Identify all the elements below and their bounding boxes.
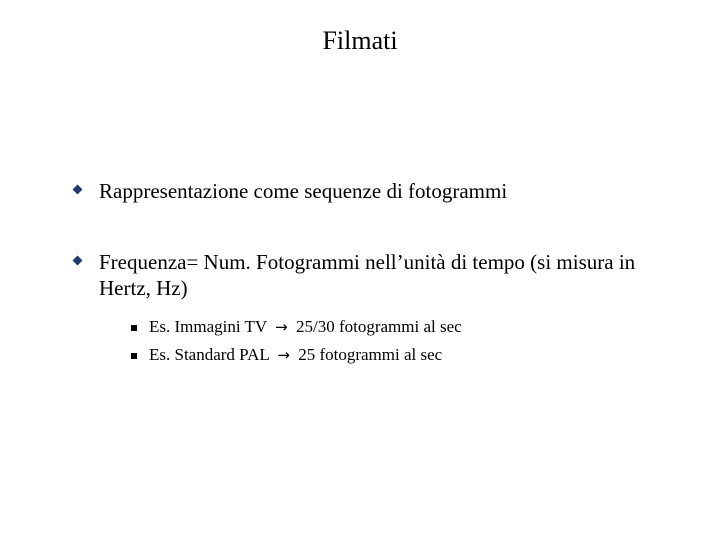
sub-bullet-list — [99, 313, 672, 369]
bullet-text: Rappresentazione come sequenze di fotogrammi — [99, 179, 508, 203]
sub-bullet-text-before: Es. Standard PAL — [149, 345, 270, 364]
right-arrow-icon: → — [275, 318, 288, 336]
bullet-text: Frequenza= Num. Fotogrammi nell’unità di tempo (si misura in Hertz, Hz) — [99, 250, 636, 300]
sub-bullet-item — [129, 341, 672, 369]
sub-bullet-text-before: Es. Immagini TV — [149, 317, 267, 336]
right-arrow-icon: → — [277, 346, 290, 364]
square-bullet-icon — [131, 353, 137, 359]
sub-bullet-item — [129, 313, 672, 341]
bullet-item — [72, 178, 672, 204]
diamond-bullet-icon — [73, 185, 83, 195]
diamond-bullet-icon — [73, 256, 83, 266]
square-bullet-icon — [131, 325, 137, 331]
sub-bullet-text-after: 25/30 fotogrammi al sec — [295, 317, 462, 336]
bullet-item — [72, 249, 672, 369]
slide-title: Filmati — [322, 26, 398, 55]
bullet-list — [72, 178, 672, 369]
sub-bullet-text-after: 25 fotogrammi al sec — [298, 345, 443, 364]
